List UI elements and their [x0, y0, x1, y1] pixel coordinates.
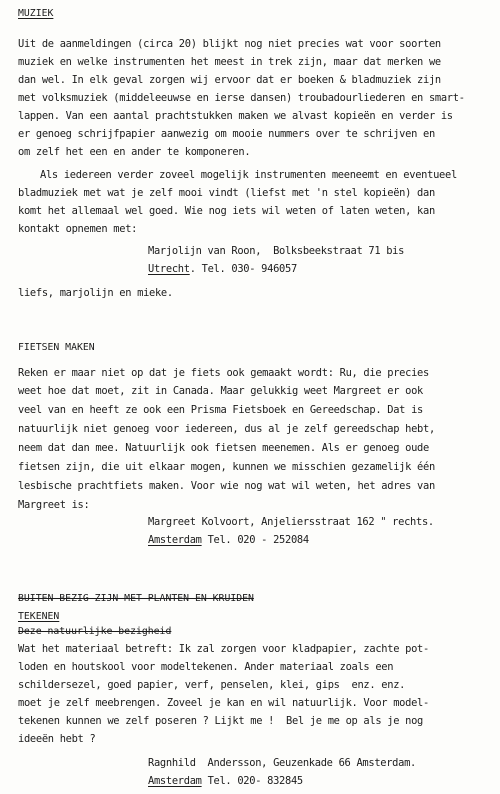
paragraph-line: dan wel. In elk geval zorgen wij ervoor dat er boeken & bladmuziek zijn: [18, 74, 441, 86]
address-city: Utrecht: [148, 263, 190, 275]
paragraph-line: komt het allemaal wel goed. Wie nog iets wil weten of laten weten, kan: [18, 205, 435, 217]
address-name-street: Ragnhild Andersson, Geuzenkade 66 Amsterdam.: [148, 757, 417, 769]
address-name-street: Marjolijn van Roon, Bolksbeekstraat 71 bis: [148, 245, 405, 257]
address-phone: Tel. 020- 832845: [201, 775, 303, 787]
paragraph-line: met volksmuziek (middeleeuwse en ierse dansen) troubadourliederen en smart-: [18, 92, 465, 104]
address-city-phone: [148, 263, 297, 275]
paragraph-line: Wat het materiaal betreft: Ik zal zorgen voor kladpapier, zachte pot-: [18, 643, 429, 655]
address-city: Amsterdam: [148, 775, 202, 787]
paragraph-line: neem dat dan mee. Natuurlijk ook fietsen meenemen. Als er genoeg oude: [18, 442, 429, 454]
address-city: Amsterdam: [148, 534, 202, 546]
struck-subheading: Deze natuurlijke bezigheid: [18, 626, 172, 637]
section-heading-tekenen: TEKENEN: [18, 611, 60, 622]
paragraph-line: weet hoe dat moet, zit in Canada. Maar gelukkig weet Margreet er ook: [18, 385, 423, 397]
struck-heading: BUITEN BEZIG ZIJN MET PLANTEN EN KRUIDEN: [18, 593, 254, 604]
paragraph-line: bladmuziek met wat je zelf mooi vindt (liefst met 'n stel kopieën) dan: [18, 187, 435, 199]
paragraph-line: ideeën hebt ?: [18, 733, 96, 745]
paragraph-line: lesbische prachtfiets maken. Voor wie nog wat wil weten, het adres van: [18, 480, 435, 492]
address-city-phone: [148, 534, 309, 546]
paragraph-line: moet je zelf meebrengen. Zoveel je kan en wil natuurlijk. Voor model-: [18, 697, 429, 709]
paragraph-line: Reken er maar niet op dat je fiets ook gemaakt wordt: Ru, die precies: [18, 367, 429, 379]
paragraph-line: fietsen zijn, die uit elkaar mogen, kunnen we misschien gezamelijk één: [18, 461, 435, 473]
paragraph-line: lappen. Van een aantal prachtstukken maken we alvast kopieën en verder is: [18, 110, 453, 122]
address-phone: . Tel. 030- 946057: [189, 263, 297, 275]
paragraph-line: Uit de aanmeldingen (circa 20) blijkt nog niet precies wat voor soorten: [18, 38, 441, 50]
address-phone: Tel. 020 - 252084: [201, 534, 309, 546]
closing-signature: liefs, marjolijn en mieke.: [18, 287, 173, 299]
section-heading-fietsen: FIETSEN MAKEN: [18, 342, 95, 353]
address-city-phone: [148, 775, 303, 787]
paragraph-line: om zelf het een en ander te komponeren.: [18, 146, 251, 158]
paragraph-line: muziek en welke instrumenten het meest in trek zijn, maar dat merken we: [18, 56, 441, 68]
paragraph-line: tekenen kunnen we zelf poseren ? Lijkt me ! Bel je me op als je nog: [18, 715, 423, 727]
paragraph-line: natuurlijk niet genoeg voor iedereen, dus al je zelf gereedschap hebt,: [18, 423, 435, 435]
address-name-street: Margreet Kolvoort, Anjeliersstraat 162 " rechts.: [148, 516, 434, 528]
section-heading-muziek: MUZIEK: [18, 8, 54, 19]
paragraph-line: kontakt opnemen met:: [18, 223, 138, 235]
paragraph-line: er genoeg schrijfpapier aanwezig om mooie nummers over te schrijven en: [18, 128, 435, 140]
paragraph-line: Als iedereen verder zoveel mogelijk instrumenten meeneemt en eventueel: [40, 169, 457, 181]
paragraph-line: Margreet is:: [18, 499, 90, 511]
paragraph-line: schildersezel, goed papier, verf, penselen, klei, gips enz. enz.: [18, 679, 406, 691]
paragraph-line: loden en houtskool voor modeltekenen. Ander materiaal zoals een: [18, 661, 394, 673]
paragraph-line: veel van en heeft ze ook een Prisma Fietsboek en Gereedschap. Dat is: [18, 404, 423, 416]
